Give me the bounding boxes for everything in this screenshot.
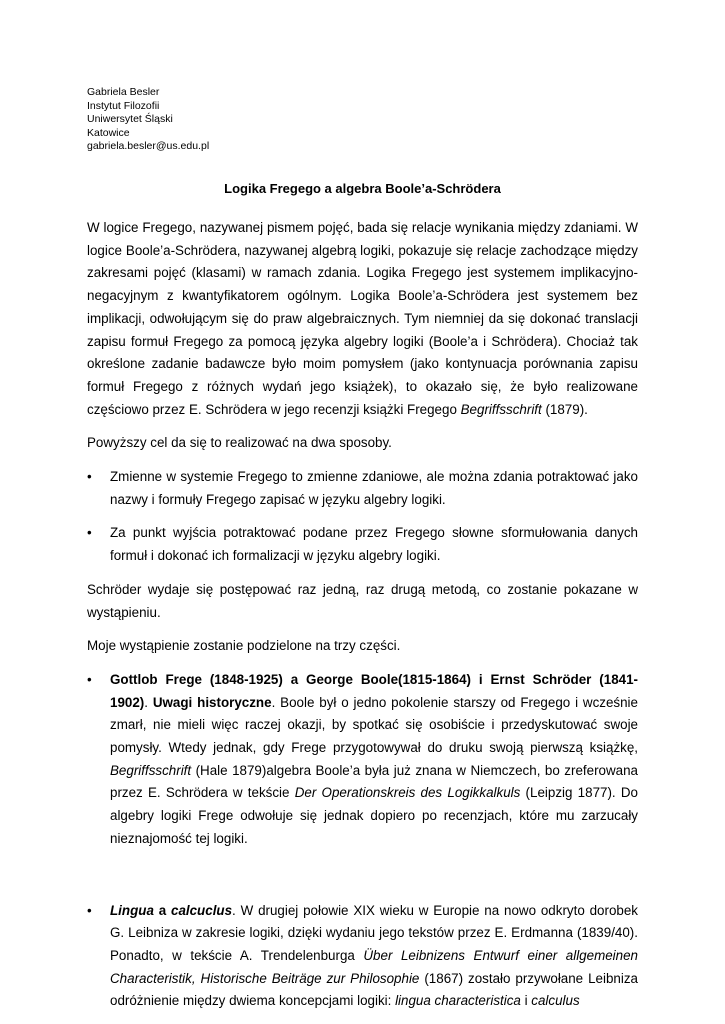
method-text: Za punkt wyjścia potraktować podane przez Fregego słowne sformułowania danych formuł i dokonać ich formalizacji w języku algebry logiki.	[110, 525, 638, 564]
author-block	[87, 86, 209, 154]
list-item	[87, 900, 638, 1014]
university-name: Uniwersytet Śląski	[87, 113, 173, 126]
division-paragraph: Moje wystąpienie zostanie podzielone na trzy części.	[87, 638, 401, 654]
document-body	[87, 217, 638, 1024]
methods-list	[87, 466, 638, 568]
parts-list	[87, 669, 638, 851]
part1-heading: Gottlob Frege (1848-1925) a George Boole(1815-1864) i Ernst Schröder (1841-1902)	[110, 671, 638, 710]
institute-name: Instytut Filozofii	[87, 99, 160, 112]
part2-text-a: . W drugiej połowie XIX wieku w Europie na nowo odkryto dorobek G. Leibniza w zakresie logiki, dzięki wydaniu jego tekstów przez E. Erdmanna (1839/40). Ponadto, w tekście A. Trendelenburga	[110, 902, 638, 963]
author-name: Gabriela Besler	[87, 86, 160, 98]
bullet-icon: •	[87, 525, 92, 541]
part1-subheading: Uwagi historyczne	[152, 694, 272, 710]
part1-italic-a: Begriffsschrift	[110, 762, 192, 778]
part2-text-c: i	[520, 993, 532, 1009]
bullet-icon: •	[87, 469, 92, 485]
part1-period: .	[144, 694, 148, 710]
city-name: Katowice	[87, 126, 130, 139]
part2-italic-c: calculus	[531, 993, 580, 1009]
part2-bold-italic-b: calcuclus	[171, 902, 233, 918]
part2-italic-b: lingua characteristica	[395, 993, 521, 1009]
schroder-paragraph: Schröder wydaje się postępować raz jedną, raz drugą metodą, co zostanie pokazane w wystąpieniu.	[87, 581, 638, 620]
list-item	[87, 669, 638, 851]
part2-italic-a: Über Leibnizens Entwurf einer allgemeinen Characteristik, Historische Beiträge zur Philosophie	[110, 947, 638, 986]
bullet-icon: •	[87, 671, 92, 687]
part1-text-b: (Hale 1879)algebra Boole’a była już znana w Niemczech, bo zreferowana przez E. Schrödera w tekście	[110, 762, 638, 801]
intro-italic-title: Begriffsschrift	[460, 401, 542, 417]
intro-text-b: (1879).	[541, 401, 588, 417]
parts-list-continued	[87, 900, 638, 1014]
goal-paragraph: Powyższy cel da się to realizować na dwa sposoby.	[87, 435, 392, 451]
document-title: Logika Fregego a algebra Boole’a-Schrödera	[224, 181, 501, 196]
bullet-icon: •	[87, 902, 92, 918]
list-item	[87, 466, 638, 511]
part1-italic-b: Der Operationskreis des Logikkalkuls	[294, 785, 521, 801]
part2-bold-italic-a: Lingua	[110, 902, 154, 918]
part2-bold-a: a	[153, 902, 171, 918]
intro-text-a: W logice Fregego, nazywanej pismem pojęć, bada się relacje wynikania między zdaniami. W logice Boole’a-Schrödera, nazywanej algebrą logiki, pokazuje się relacje zachodzące między zakresami pojęć (klasami) w ramach zdania. Logika Fregego jest systemem implikacyjno-negacyjnym z kwantyfikatorem ogólnym. Logika Boole’a-Schrödera jest systemem bez implikacji, odwołującym się do praw algebraicznych. Tym niemniej da się dokonać translacji zapisu formuł Fregego za pomocą języka algebry logiki (Boole’a i Schrödera). Chociaż tak określone zadanie badawcze było moim pomysłem (jako kontynuacja porównania zapisu formuł Fregego z różnych wydań jego książek), to okazało się, że było realizowane częściowo przez E. Schrödera w jego recenzji książki Fregego	[87, 220, 638, 417]
method-text: Zmienne w systemie Fregego to zmienne zdaniowe, ale można zdania potraktować jako nazwy i formuły Fregego zapisać w języku algebry logiki.	[110, 469, 638, 507]
list-item	[87, 522, 638, 567]
section-spacer	[87, 862, 638, 900]
part1-text-c: (Leipzig 1877). Do algebry logiki Frege odwołuje się jednak dopiero po recenzjach, które mu zarzucały nieznajomość tej logiki.	[110, 785, 638, 846]
intro-paragraph	[87, 217, 638, 421]
part2-text-b: (1867) zostało przywołane Leibniza odróżnienie między dwiema koncepcjami logiki:	[110, 970, 638, 1009]
part1-text-a: . Boole był o jedno pokolenie starszy od Fregego i wcześnie zmarł, nie mieli więc raczej okazji, by spotkać się osobiście i przedyskutować swoje pomysły. Wtedy jednak, gdy Frege przygotowywał do druku swoją pierwszą książkę,	[110, 694, 638, 756]
author-email: gabriela.besler@us.edu.pl	[87, 140, 210, 153]
